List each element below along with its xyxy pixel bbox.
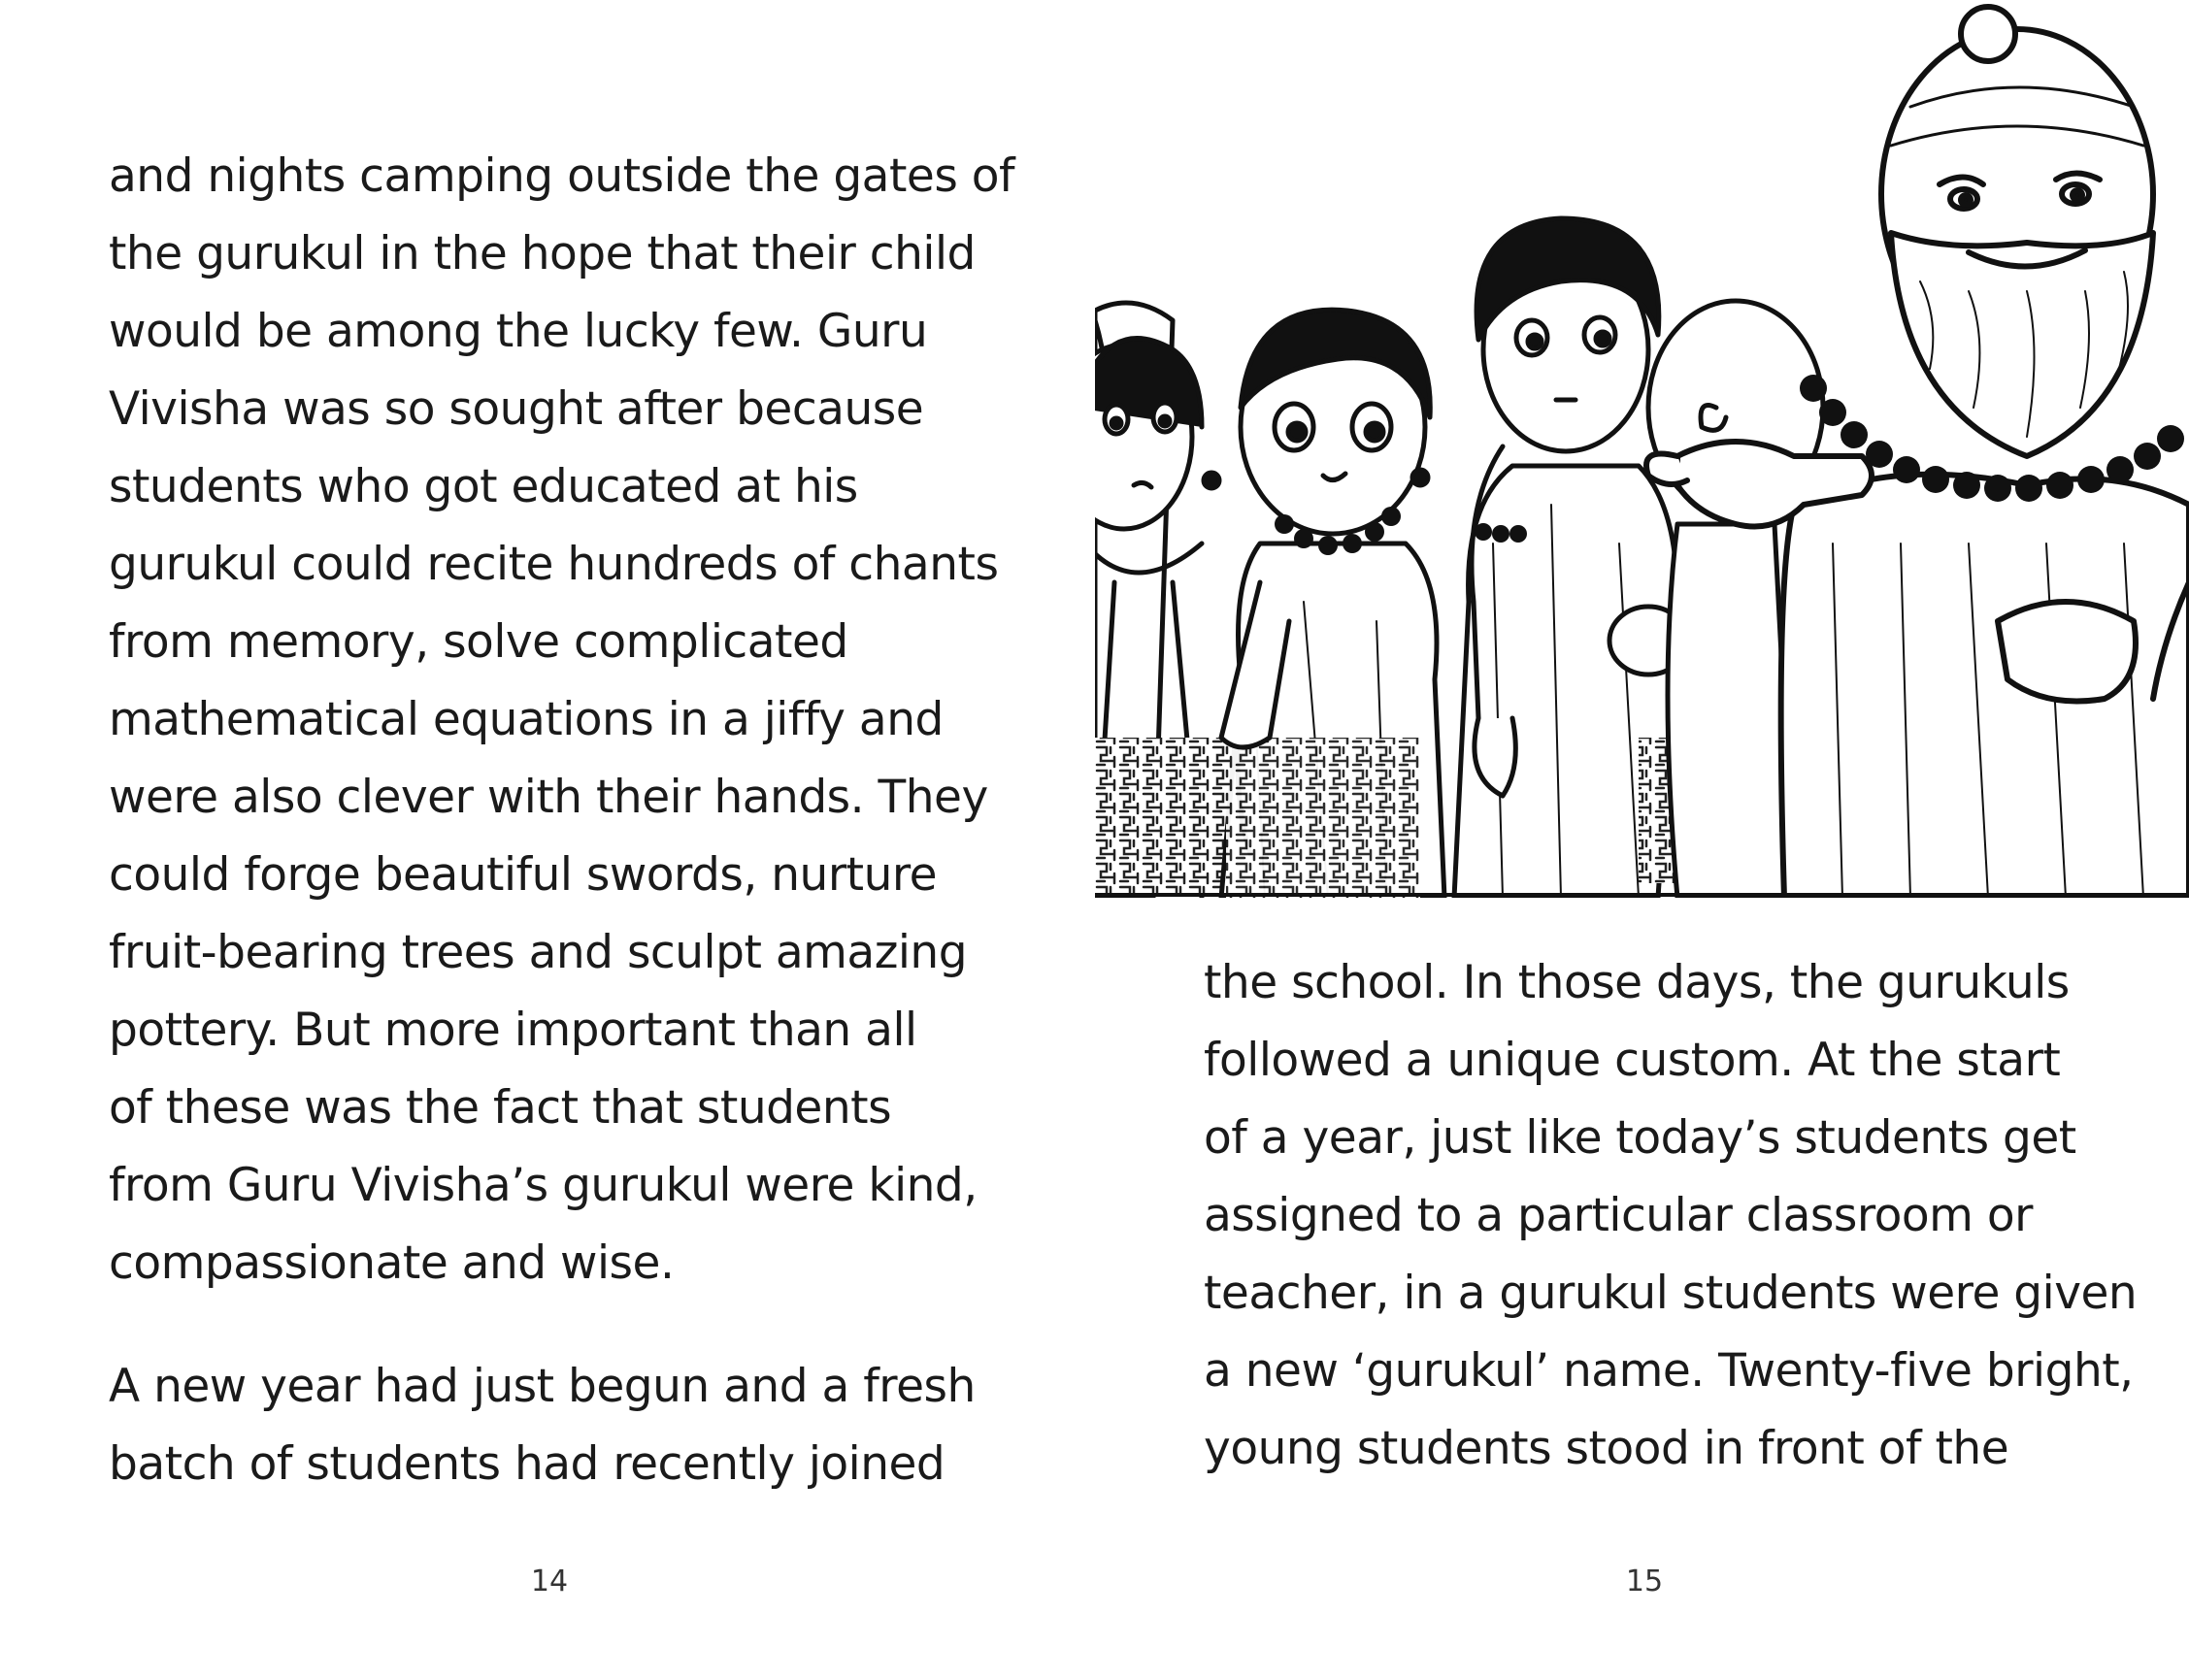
text-line: assigned to a particular classroom or bbox=[1204, 1189, 2033, 1242]
text-line: from Guru Vivisha’s gurukul were kind, bbox=[109, 1159, 978, 1212]
text-line: of these was the fact that students bbox=[109, 1081, 892, 1135]
text-line: mathematical equations in a jiffy and bbox=[109, 693, 944, 746]
left-paragraph-2 bbox=[109, 1348, 976, 1503]
text-line: and nights camping outside the gates of bbox=[109, 149, 1015, 203]
text-line: students who got educated at his bbox=[109, 460, 858, 513]
text-line: young students stood in front of the bbox=[1204, 1422, 2009, 1475]
text-line: gurukul could recite hundreds of chants bbox=[109, 538, 999, 591]
text-line: from memory, solve complicated bbox=[109, 615, 848, 669]
text-line: would be among the lucky few. Guru bbox=[109, 305, 928, 358]
student-girl-left-figure bbox=[1095, 303, 1231, 898]
right-paragraph-1 bbox=[1204, 944, 2137, 1488]
text-line: a new ‘gurukul’ name. Twenty-five bright, bbox=[1204, 1344, 2134, 1398]
student-boy-figure bbox=[1454, 218, 1697, 898]
text-line: followed a unique custom. At the start bbox=[1204, 1034, 2061, 1087]
text-line: pottery. But more important than all bbox=[109, 1004, 917, 1057]
text-line: were also clever with their hands. They bbox=[109, 771, 988, 824]
text-line: Vivisha was so sought after because bbox=[109, 382, 924, 436]
text-line: A new year had just begun and a fresh bbox=[109, 1360, 976, 1413]
text-line: the school. In those days, the gurukuls bbox=[1204, 956, 2070, 1009]
guru-with-students-illustration bbox=[1095, 0, 2189, 898]
text-line: batch of students had recently joined bbox=[109, 1437, 945, 1491]
text-line: the gurukul in the hope that their child bbox=[109, 227, 976, 280]
left-paragraph-1 bbox=[109, 138, 1014, 1302]
text-line: compassionate and wise. bbox=[109, 1236, 675, 1290]
page-number-left: 14 bbox=[530, 1565, 569, 1598]
right-page bbox=[1095, 0, 2189, 1680]
text-line: of a year, just like today’s students get bbox=[1204, 1111, 2076, 1165]
page-number-right: 15 bbox=[1625, 1565, 1664, 1598]
text-line: teacher, in a gurukul students were given bbox=[1204, 1267, 2138, 1320]
student-girl-middle-figure bbox=[1221, 310, 1444, 898]
text-line: could forge beautiful swords, nurture bbox=[109, 848, 938, 902]
text-line: fruit-bearing trees and sculpt amazing bbox=[109, 926, 968, 979]
